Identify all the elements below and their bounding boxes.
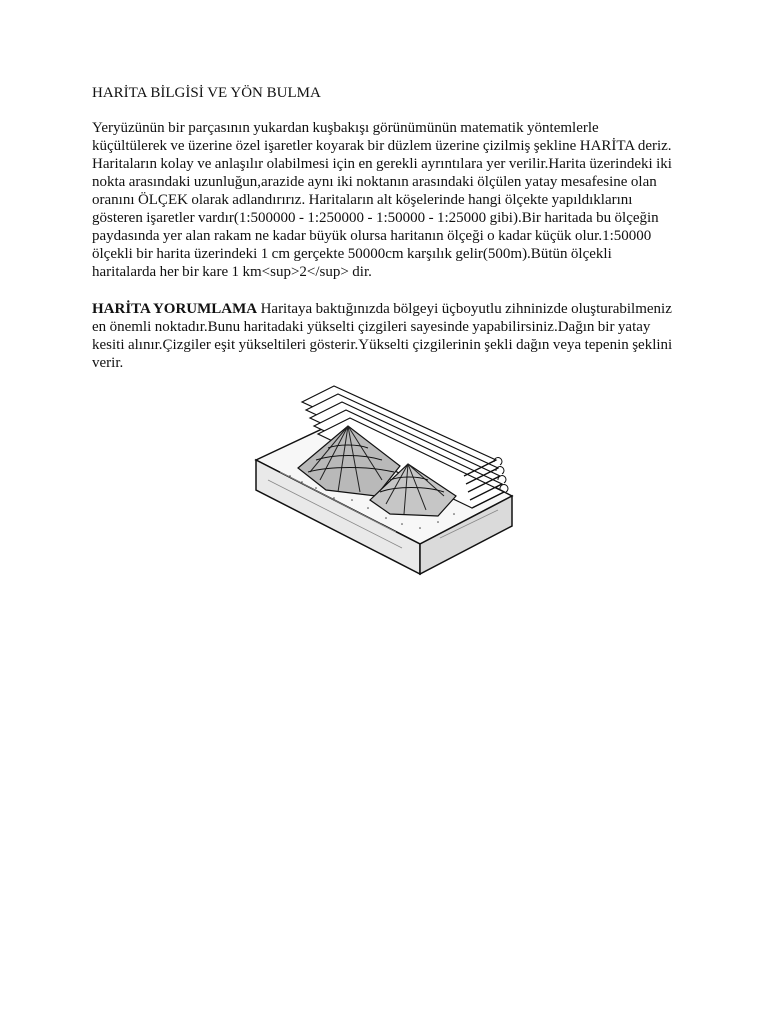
contour-layers-mountain-illustration-icon — [250, 368, 520, 580]
paragraph-map-interpretation-text: Haritaya baktığınızda bölgeyi üçboyutlu zihninizde oluşturabilmeniz en önemli noktadır.Bunu haritadaki yükselti çizgileri sayesinde yapabilirsiniz.Dağın bir yatay kesiti alınır.Çizgiler eşit yükseltileri gösterir.Yükselti çizgilerinin şekli dağın veya tepenin şeklini verir. — [92, 301, 673, 371]
section-heading-map-interpretation: HARİTA YORUMLAMA — [92, 301, 258, 317]
paragraph-map-definition: Yeryüzünün bir parçasının yukardan kuşbakışı görünümünün matematik yöntemlerle küçültülerek ve üzerine özel işaretler koyarak bir düzlem üzerine çizilmiş şekline HARİTA deriz. Haritaların kolay ve anlaşılır olabilmesi için en gerekli ayrıntılara yer verilir.Harita üzerindeki iki nokta arasındaki uzunluğun,arazide aynı iki noktanın arasındaki ölçülen yatay mesafesine olan oranını ÖLÇEK olarak adlandırırız. Haritaların alt köşelerinde hangi ölçekte yapıldıklarını gösteren işaretler vardır(1:500000 - 1:250000 - 1:50000 - 1:25000 gibi).Bir haritada bu ölçeğin paydasında yer alan rakam ne kadar büyük olursa haritanın ölçeği o kadar küçük olur.1:50000 ölçekli bir harita üzerindeki 1 cm gerçekte 50000cm karşılık gelir(500m).Bütün ölçekli haritalarda her bir kare 1 km<sup>2</sup> dir. — [92, 120, 672, 280]
page-title: HARİTA BİLGİSİ VE YÖN BULMA — [92, 85, 321, 101]
contour-figure — [250, 368, 520, 580]
paragraph-map-interpretation — [92, 300, 676, 372]
document-body — [92, 84, 676, 391]
